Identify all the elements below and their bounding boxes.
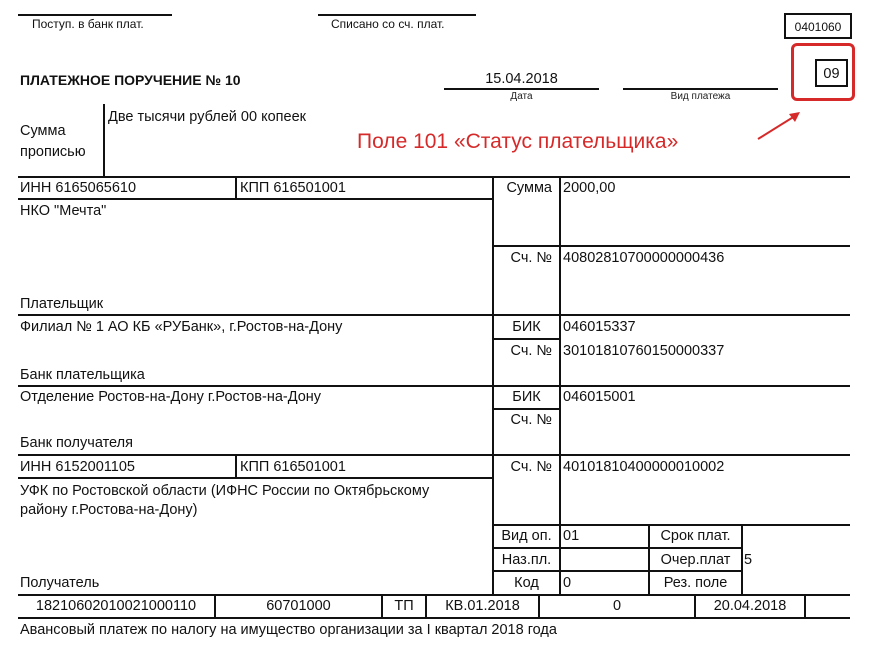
tax-basis: ТП [394,598,414,614]
vline-tax-6 [804,594,806,617]
payment-type-line [623,88,778,90]
payer-account-label: Сч. № [510,250,552,266]
payer-inn: ИНН 6165065610 [20,180,137,196]
received-label: Поступ. в банк плат. [32,17,144,31]
tax-doc-date: 20.04.2018 [713,598,787,614]
payer-bank-caption: Банк плательщика [20,367,145,383]
document-title: ПЛАТЕЖНОЕ ПОРУЧЕНИЕ № 10 [20,72,241,88]
line-payer-top [18,176,850,178]
debited-label: Списано со сч. плат. [331,17,445,31]
form-code-box [784,13,852,39]
payee-inn: ИНН 6152001105 [20,459,135,475]
debited-line [318,14,476,16]
amount-words-label-2: прописью [20,144,86,160]
payee-name-line1: УФК по Ростовской области (ИФНС России по Октябрьскому [20,483,430,499]
payer-name: НКО "Мечта" [20,203,107,219]
status-code-box [815,59,848,87]
vline-payee-kpp [235,454,237,477]
line-tax-bottom [18,617,850,619]
line-payer-bank-bottom [18,385,850,387]
payee-caption: Получатель [20,575,100,591]
vid-op-label: Вид оп. [501,528,552,544]
payment-purpose: Авансовый платеж по налогу на имущество организации за I квартал 2018 года [20,622,557,638]
vline-values [559,176,561,594]
payee-bank-caption: Банк получателя [20,435,133,451]
sum-label: Сумма [506,180,552,196]
payer-bank-account-value: 30101810760150000337 [563,343,725,359]
payee-bik-value: 046015001 [563,389,636,405]
date-label: Дата [510,91,533,102]
line-bik-bottom [492,338,559,340]
status-code: 09 [823,66,840,82]
line-payer-bottom [18,314,850,316]
form-code: 0401060 [794,20,842,34]
line-inn-bottom [18,198,492,200]
tax-doc-number: 0 [612,598,622,614]
date-value: 15.04.2018 [485,71,558,87]
payer-caption: Плательщик [20,296,104,312]
line-op1-bottom [492,547,741,549]
date-line [444,88,599,90]
payer-bank-account-label: Сч. № [510,343,552,359]
amount-words-value: Две тысячи рублей 00 копеек [108,109,306,125]
annotation-arrow-icon [755,108,805,142]
line-op2-bottom [492,570,741,572]
tax-period: КВ.01.2018 [445,598,520,614]
payee-account-label: Сч. № [510,459,552,475]
payee-name-line2: району г.Ростова-на-Дону) [20,502,198,518]
payer-bank-name: Филиал № 1 АО КБ «РУБанк», г.Ростов-на-Дону [20,319,343,335]
ocher-value: 5 [744,552,753,568]
line-bik2-bottom [492,408,559,410]
kod-label: Код [514,575,539,591]
payer-kpp: КПП 616501001 [240,180,346,196]
sum-value: 2000,00 [563,180,616,196]
payer-bik-label: БИК [512,319,541,335]
payer-account-value: 40802810700000000436 [563,250,725,266]
annotation-text: Поле 101 «Статус плательщика» [357,130,679,153]
tax-oktmo: 60701000 [266,598,331,614]
amount-words-label-1: Сумма [20,123,66,139]
line-payee-bank-bottom [18,454,850,456]
tax-kbk: 18210602010021000110 [35,598,197,614]
payee-bank-account-label: Сч. № [510,412,552,428]
ocher-label: Очер.плат [660,552,731,568]
payee-kpp: КПП 616501001 [240,459,346,475]
naz-label: Наз.пл. [501,552,552,568]
vid-op-value: 01 [563,528,580,544]
vline-payer-kpp [235,176,237,198]
payee-account-value: 40101810400000010002 [563,459,725,475]
payee-bank-name: Отделение Ростов-на-Дону г.Ростов-на-Дону [20,389,322,405]
amount-words-divider [103,104,105,176]
line-payee-inn-bottom [18,477,492,479]
rez-label: Рез. поле [663,575,728,591]
vline-op-b [741,524,743,594]
srok-label: Срок плат. [660,528,731,544]
payee-bik-label: БИК [512,389,541,405]
line-acc-bottom [492,524,850,526]
line-payee-bottom [18,594,850,596]
received-line [18,14,172,16]
line-sum-bottom [492,245,850,247]
kod-value: 0 [563,575,572,591]
payment-type-label: Вид платежа [670,91,731,102]
payer-bik-value: 046015337 [563,319,636,335]
